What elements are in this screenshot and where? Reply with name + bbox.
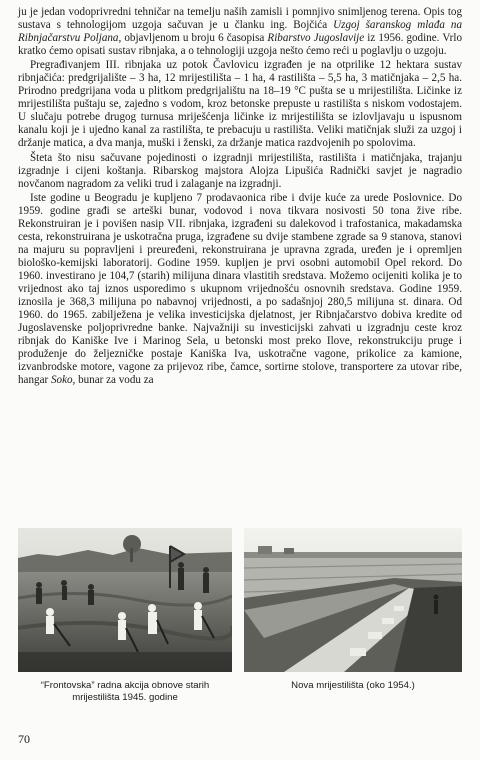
right-photo-caption: Nova mrijestilišta (oko 1954.) [291, 680, 415, 691]
spawning-ponds-photo-image [244, 528, 462, 672]
paragraph-4 [18, 192, 462, 388]
hangar-name: Soko, [50, 374, 76, 387]
paragraph-1-text: ju je jedan vodoprivredni tehničar na temelju naših zamisli i pomnjivo snimljenog terena. Opis tog sustava s tehnologijom uzgoja sačuvan je u članku ing. Bojčića [18, 6, 462, 32]
article-title: Uzgoj šaranskog mlađa na Ribnjačarstvu Poljana, [18, 19, 463, 45]
paragraph-3: Šteta što nisu sačuvane pojedinosti o izgradnji mrijestilišta, rastilišta i matičnjaka, trajanju izgradnje i cijeni koštanja. Ribarskog majstora Alojza Lipušića Radnički savjet je nagradio novčanom nagradom za veliki trud i zalaganje na izgradnji. [18, 151, 462, 190]
paragraph-4-end: bunar za vodu za [75, 374, 154, 387]
paragraph-1 [18, 6, 462, 58]
body-text [18, 6, 462, 387]
work-action-photo-image [18, 528, 232, 672]
paragraph-1-end: iz 1956. godine. Vrlo kratko ćemo opisati sustav ribnjaka, a o tehnologiji uzgoja nešto ćemo reći u poglavlju o uzgoju. [18, 32, 462, 58]
photo-new-spawning-ponds [244, 528, 462, 672]
paragraph-4-text: Iste godine u Beogradu je kupljeno 7 prodavaonica ribe i dvije kuće za urede Poslovnice. Do 1959. godine građi se arteški bunar, vodovod i nova tikvara nosivosti 50 tona žive ribe. Rekonstruiran je i povišen nasip VII. ribnjaka, izgrađeni su dalekovod i trafostanica, makadamska cesta, rekonstruirana je uskotračna pruga, izgrađene su dvije stambene zgrade sa 9 stanova, stanovi na majuru su popravljeni i preuređeni, rekonstruirana je upravna zgrada, uređen je i opremljen biološko-kemijski laboratorij. Godine 1959. kupljen je prvi osobni automobil Opel rekord. Do 1960. investirano je 104,7 (starih) milijuna dinara vlastitih sredstava. Možemo ocijeniti kolika je to vrijednost ako taj iznos usporedimo s ukupnom vrijednošću osnovnih sredstava. Godine 1959. iznosila je 368,3 milijuna po nabavnoj vrijednosti, a po sadašnjoj 280,5 milijuna st. dinara. Od 1960. do 1965. zabilježena je velika investicijska djelatnost, jer Ribnjačarstvo dobiva kredite od Jugoslavenske poljoprivredne banke. Najvažniji su investicijski zahvati u izgradnju ceste kroz ribnjak do Kaniške Ive i Marinog Sela, u betonski most preko Ilove, rekonstrukciju pruge i produženje do željezničke postaje Kaniška Iva, uskotračne vagone, prikolice za kamione, izvanbrodske motore, vagone za prijevoz ribe, čamce, sortirne stolove, transportere za utovar ribe, hangar [18, 191, 462, 387]
paragraph-1-middle: objavljenom u broju 6 časopisa [121, 32, 268, 45]
left-photo-caption: “Frontovska” radna akcija obnove starih mrijestilišta 1945. godine [40, 680, 210, 703]
photo-work-action-1945 [18, 528, 232, 672]
paragraph-2: Pregrađivanjem III. ribnjaka uz potok Čavlovicu izgrađen je na otprilike 12 hektara sustav ribnjačića: predgrijalište – 3 ha, 12 mrijestilišta – 1 ha, 4 rastilišta – 5,5 ha, 3 matičnjaka – 2,5 ha. Prirodno predgrijana voda u plitkom predgrijalištu na 18–19 °C pušta se u mrijestilišta. Ličinke iz mrijestilišta puštaju se, zajedno s vodom, kroz betonske prepuste u rastilišta s niskom vodostajem. U slučaju potrebe drugog turnusa mriješćenja ličinke iz mrijestilišta se izlovljavaju u ispusnom kanalu koji je i ujedno kanal za rastilišta, te prebacuju u rastilišta. Veliki matičnjak služi za uzgoj i držanje matica, a dva manja, muški i ženski, za držanje matica razdvojenih po spolovima. [18, 59, 462, 150]
page-number: 70 [18, 732, 30, 746]
journal-title: Ribarstvo Jugoslavije [267, 32, 365, 45]
